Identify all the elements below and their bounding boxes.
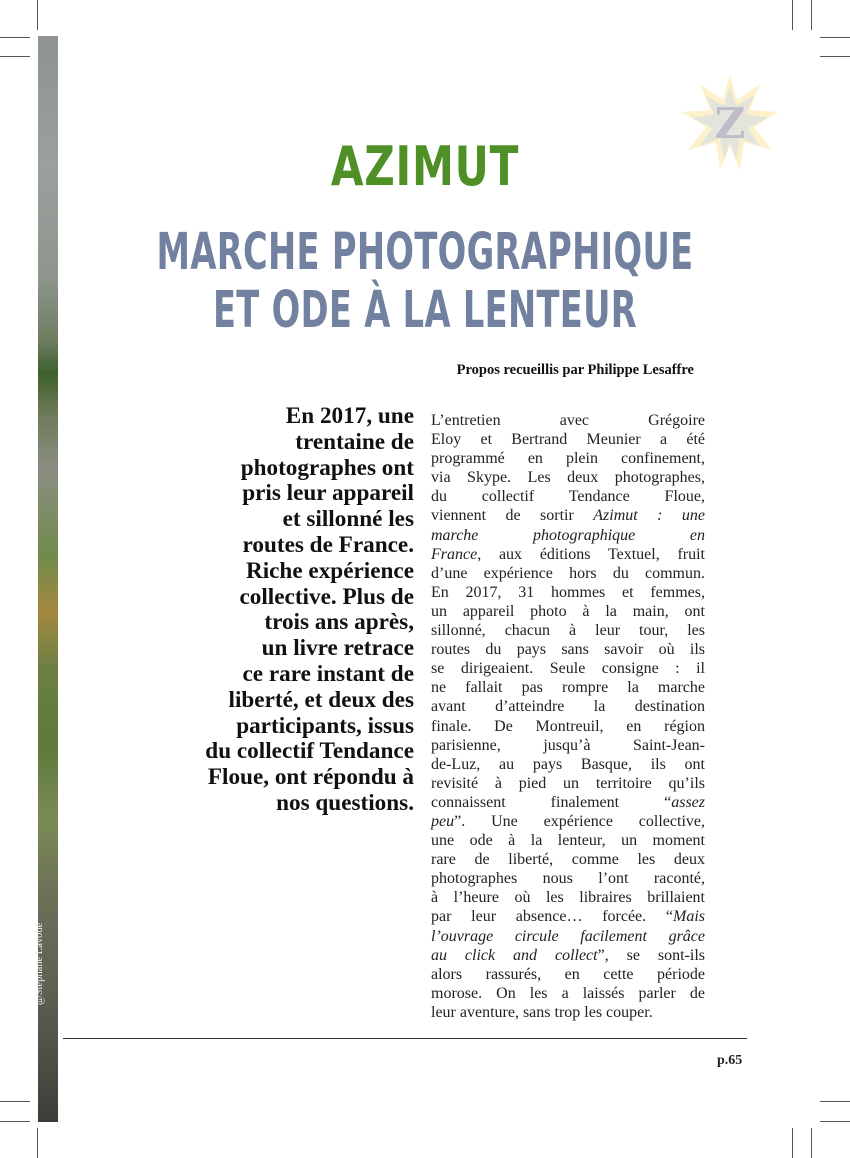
lede-line: du collectif Tendance <box>205 738 414 765</box>
body-text: ”. Une expérience collective, <box>454 812 705 830</box>
quote-italic: Mais <box>673 908 705 926</box>
body-line <box>431 927 705 946</box>
body-text: ”, se sont-ils <box>597 946 705 964</box>
body-line: avant d’atteindre la destination <box>431 698 705 716</box>
body-line <box>431 907 705 926</box>
crop-mark <box>820 56 850 57</box>
body-line: sillonné, chacun à leur tour, les <box>431 622 705 640</box>
body-line: routes du pays sans savoir où ils <box>431 641 705 659</box>
page-subtitle-line-2: ET ODE À LA LENTEUR <box>212 281 638 340</box>
body-line: un appareil photo à la main, ont <box>431 602 705 620</box>
body-line: programmé en plein confinement, <box>431 450 705 468</box>
lede-line: trentaine de <box>295 428 414 455</box>
body-line: via Skype. Les deux photographes, <box>431 469 705 487</box>
lede-line: nos questions. <box>276 789 414 816</box>
body-line: leur aventure, sans trop les couper. <box>431 1003 653 1021</box>
crop-mark <box>0 37 30 38</box>
footer-rule <box>63 1038 747 1039</box>
body-line: d’une expérience hors du commun. <box>431 564 705 582</box>
body-line <box>431 526 705 545</box>
crop-mark <box>0 1121 30 1122</box>
body-line: photographes nous l’ont raconté, <box>431 870 705 888</box>
quote-italic: l’ouvrage circule facilement grâce <box>431 927 705 945</box>
lede-line: routes de France. <box>242 531 414 558</box>
body-line: une ode à la lenteur, un moment <box>431 832 705 850</box>
byline: Propos recueillis par Philippe Lesaffre <box>456 362 694 378</box>
page-subtitle-line-1: MARCHE PHOTOGRAPHIQUE <box>156 223 694 282</box>
body-line: finale. De Montreuil, en région <box>431 717 705 735</box>
body-line <box>431 793 705 812</box>
crop-mark <box>0 56 30 57</box>
page-number: p.65 <box>717 1053 743 1068</box>
crop-mark <box>811 1128 812 1158</box>
body-line: L’entretien avec Grégoire <box>431 412 705 429</box>
body-line <box>431 812 705 831</box>
crop-mark <box>811 0 812 30</box>
lede-line: et sillonné les <box>282 506 414 533</box>
body-line: à l’heure où les libraires brillaient <box>431 889 705 907</box>
body-line: Eloy et Bertrand Meunier a été <box>431 431 705 449</box>
crop-mark <box>37 0 38 30</box>
body-text: connaissent finalement “ <box>431 793 672 811</box>
page-title: AZIMUT <box>330 135 520 198</box>
article-body <box>431 411 705 1022</box>
body-line: revisité à pied un territoire qu’ils <box>431 774 705 792</box>
body-line: alors rassurés, en cette période <box>431 965 705 983</box>
body-line <box>431 506 705 525</box>
lede-line: Riche expérience <box>245 557 414 584</box>
book-title-italic: France <box>431 545 478 563</box>
lede-line: photographes ont <box>240 454 414 481</box>
lede-line: En 2017, une <box>285 403 414 429</box>
crop-mark <box>820 1121 850 1122</box>
lede-line: pris leur appareil <box>242 480 414 507</box>
body-line: rare de liberté, comme les deux <box>431 851 705 869</box>
lede-paragraph <box>120 404 414 817</box>
crop-mark <box>0 1101 30 1102</box>
lede-line: ce rare instant de <box>242 660 414 687</box>
crop-mark <box>792 1128 793 1158</box>
body-line: de-Luz, au pays Basque, ils ont <box>431 755 705 773</box>
quote-italic: peu <box>431 812 455 830</box>
crop-mark <box>820 1101 850 1102</box>
badge-letter: Z <box>714 99 746 148</box>
lede-line: un livre retrace <box>261 635 414 662</box>
quote-italic: assez <box>671 793 705 811</box>
body-text: viennent de sortir <box>431 507 594 525</box>
body-text: , aux éditions Textuel, fruit <box>477 545 705 563</box>
lede-line: liberté, et deux des <box>228 686 414 713</box>
photo-credit: @Stéphane Lavoué <box>34 922 45 1005</box>
body-line: du collectif Tendance Floue, <box>431 488 705 506</box>
lede-line: Floue, ont répondu à <box>207 764 414 791</box>
body-line: se dirigeaient. Seule consigne : il <box>431 660 705 678</box>
body-line <box>431 545 705 564</box>
crop-mark <box>37 1128 38 1158</box>
body-line: morose. On les a laissés parler de <box>431 984 705 1002</box>
body-line <box>431 946 705 965</box>
body-line: En 2017, 31 hommes et femmes, <box>431 583 705 601</box>
crop-mark <box>792 0 793 30</box>
body-line: parisienne, jusqu’à Saint-Jean- <box>431 736 705 754</box>
lede-line: participants, issus <box>236 712 414 739</box>
body-line: ne fallait pas rompre la marche <box>431 679 705 697</box>
crop-mark <box>820 37 850 38</box>
book-title-italic: Azimut : une <box>593 507 706 525</box>
body-text: par leur absence… forcée. “ <box>431 908 673 926</box>
quote-italic: au click and collect <box>431 946 598 964</box>
lede-line: collective. Plus de <box>239 583 414 610</box>
lede-line: trois ans après, <box>264 609 414 636</box>
book-title-italic: marche photographique en <box>431 526 705 544</box>
